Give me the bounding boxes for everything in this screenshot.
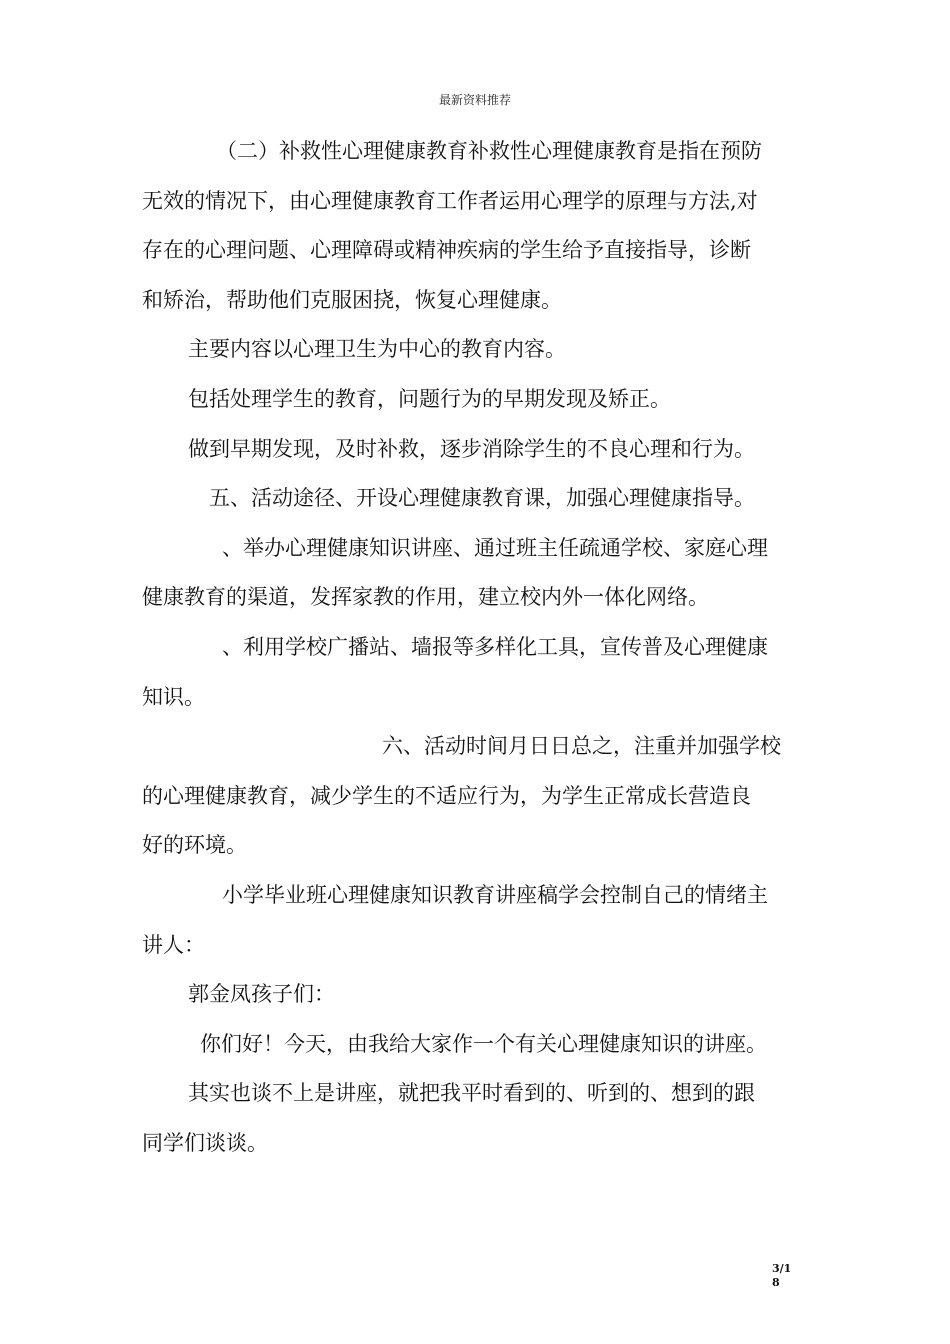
paragraph-continuation-line: 存在的心理问题、心理障碍或精神疾病的学生给予直接指导，诊断 [142,238,751,263]
paragraph-line: 做到早期发现，及时补救，逐步消除学生的不良心理和行为。 [188,436,755,461]
paragraph-line: 六、活动时间月日日总之，注重并加强学校 [382,734,781,759]
paragraph-line: 同学们谈谈。 [142,1130,268,1155]
paragraph-line: 包括处理学生的教育，问题行为的早期发现及矫正。 [188,386,671,411]
paragraph-line: 小学毕业班心理健康知识教育讲座稿学会控制自己的情绪主 [222,882,768,907]
paragraph-line: 主要内容以心理卫生为中心的教育内容。 [188,337,566,362]
paragraph-line: 、利用学校广播站、墙报等多样化工具，宣传普及心理健康 [222,634,768,659]
page-number: 3/18 [772,1262,792,1289]
paragraph-line: 郭金凤孩子们： [188,982,335,1007]
paragraph-line: 无效的情况下，由心理健康教育工作者运用心理学的原理与方法,对 [142,188,758,213]
paragraph-line: 讲人： [142,932,205,957]
paragraph-line: 其实也谈不上是讲座，就把我平时看到的、听到的、想到的跟 [188,1081,755,1106]
paragraph-line: 健康教育的渠道，发挥家教的作用，建立校内外一体化网络。 [142,585,709,610]
paragraph-line: 的心理健康教育，减少学生的不适应行为，为学生正常成长营造良 [142,783,751,808]
document-body [142,127,812,1168]
paragraph-line: 你们好！今天，由我给大家作一个有关心理健康知识的讲座。 [200,1031,767,1056]
paragraph-line: 五、活动途径、开设心理健康教育课，加强心理健康指导。 [209,486,755,511]
page-header: 最新资料推荐 [438,93,511,107]
paragraph-line: 、举办心理健康知识讲座、通过班主任疏通学校、家庭心理 [222,535,768,560]
paragraph-continuation-line: 和矫治，帮助他们克服困挠，恢复心理健康。 [142,287,562,312]
paragraph-line: （二）补救性心理健康教育补救性心理健康教育是指在预防 [216,139,762,163]
paragraph-continuation-line: 好的环境。 [142,833,247,858]
paragraph-line: 知识。 [142,684,205,709]
